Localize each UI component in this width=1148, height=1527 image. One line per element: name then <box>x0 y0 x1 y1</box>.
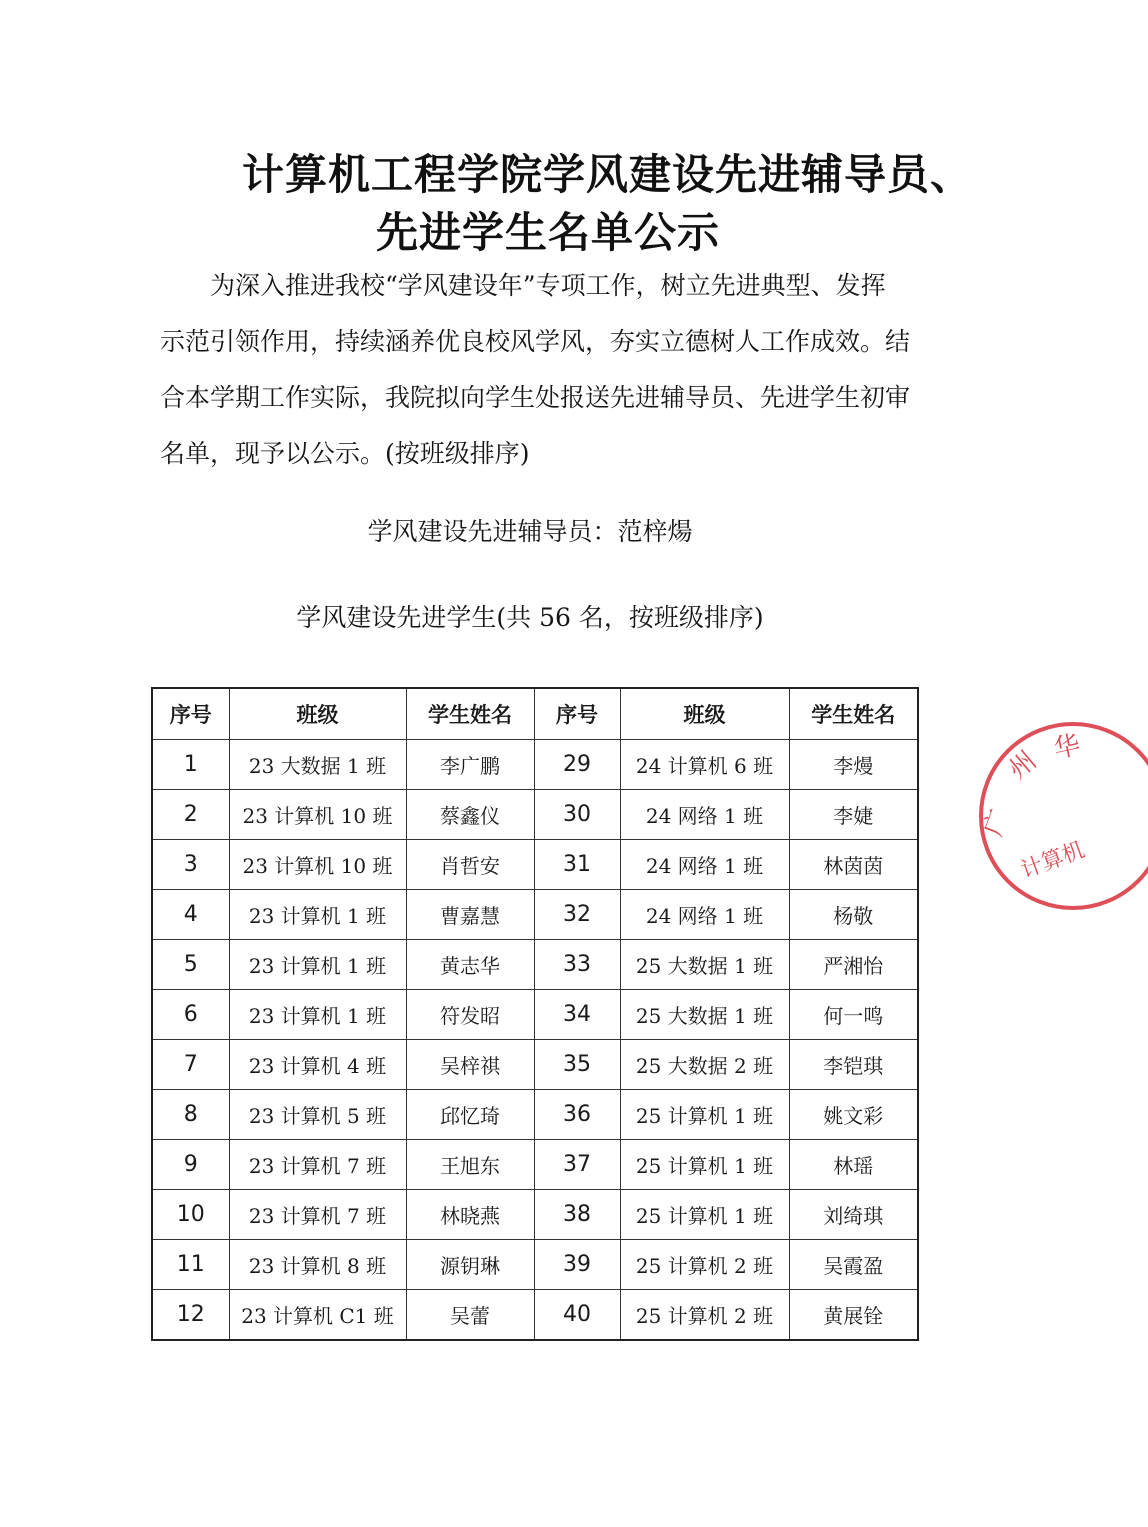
cell-student-name: 李婕 <box>789 790 918 840</box>
cell-class: 23 计算机 8 班 <box>229 1240 406 1290</box>
cell-index: 38 <box>534 1190 620 1240</box>
table-row <box>152 1290 918 1341</box>
table-row <box>152 1090 918 1140</box>
cell-index: 2 <box>152 790 229 840</box>
cell-student-name: 蔡鑫仪 <box>406 790 534 840</box>
cell-student-name: 何一鸣 <box>789 990 918 1040</box>
cell-index: 11 <box>152 1240 229 1290</box>
cell-index: 35 <box>534 1040 620 1090</box>
cell-student-name: 源钥琳 <box>406 1240 534 1290</box>
cell-class: 23 大数据 1 班 <box>229 740 406 790</box>
cell-class: 23 计算机 1 班 <box>229 990 406 1040</box>
cell-student-name: 李广鹏 <box>406 740 534 790</box>
table-body <box>152 740 918 1341</box>
cell-index: 37 <box>534 1140 620 1190</box>
cell-class: 23 计算机 5 班 <box>229 1090 406 1140</box>
cell-index: 6 <box>152 990 229 1040</box>
table-row <box>152 1240 918 1290</box>
students-heading: 学风建设先进学生(共 56 名，按班级排序) <box>296 603 764 632</box>
cell-class: 23 计算机 4 班 <box>229 1040 406 1090</box>
cell-student-name: 李熳 <box>789 740 918 790</box>
cell-class: 24 网络 1 班 <box>620 840 789 890</box>
cell-student-name: 姚文彩 <box>789 1090 918 1140</box>
cell-index: 33 <box>534 940 620 990</box>
intro-line: 示范引领作用，持续涵养优良校风学风，夯实立德树人工作成效。结 <box>160 327 911 356</box>
cell-student-name: 刘绮琪 <box>789 1190 918 1240</box>
document-title-line-1: 计算机工程学院学风建设先进辅导员、 <box>242 150 974 199</box>
cell-index: 4 <box>152 890 229 940</box>
cell-index: 31 <box>534 840 620 890</box>
svg-text:州: 州 <box>1003 745 1043 786</box>
cell-class: 23 计算机 7 班 <box>229 1190 406 1240</box>
intro-paragraph <box>160 258 920 482</box>
table-row <box>152 1190 918 1240</box>
header-index: 序号 <box>534 688 620 740</box>
cell-class: 23 计算机 7 班 <box>229 1140 406 1190</box>
cell-index: 34 <box>534 990 620 1040</box>
intro-line: 为深入推进我校“学风建设年”专项工作，树立先进典型、发挥 <box>210 271 886 300</box>
table-row <box>152 1140 918 1190</box>
cell-index: 7 <box>152 1040 229 1090</box>
cell-index: 5 <box>152 940 229 990</box>
header-student-name: 学生姓名 <box>789 688 918 740</box>
cell-index: 29 <box>534 740 620 790</box>
cell-class: 23 计算机 1 班 <box>229 940 406 990</box>
table-header-row <box>152 688 918 740</box>
cell-class: 24 网络 1 班 <box>620 790 789 840</box>
cell-student-name: 黄展铨 <box>789 1290 918 1341</box>
cell-student-name: 吴霞盈 <box>789 1240 918 1290</box>
cell-class: 25 计算机 1 班 <box>620 1090 789 1140</box>
cell-class: 23 计算机 10 班 <box>229 790 406 840</box>
table-row <box>152 890 918 940</box>
cell-index: 9 <box>152 1140 229 1190</box>
intro-line: 名单，现予以公示。(按班级排序) <box>160 439 530 468</box>
table-row <box>152 990 918 1040</box>
cell-student-name: 肖哲安 <box>406 840 534 890</box>
cell-index: 32 <box>534 890 620 940</box>
cell-student-name: 王旭东 <box>406 1140 534 1190</box>
cell-student-name: 林瑶 <box>789 1140 918 1190</box>
cell-index: 39 <box>534 1240 620 1290</box>
table-row <box>152 840 918 890</box>
intro-line: 合本学期工作实际，我院拟向学生处报送先进辅导员、先进学生初审 <box>160 383 911 412</box>
cell-class: 25 计算机 1 班 <box>620 1190 789 1240</box>
cell-class: 24 计算机 6 班 <box>620 740 789 790</box>
svg-text:广: 广 <box>978 805 1016 841</box>
header-index: 序号 <box>152 688 229 740</box>
cell-student-name: 黄志华 <box>406 940 534 990</box>
header-class: 班级 <box>620 688 789 740</box>
table-row <box>152 1040 918 1090</box>
cell-student-name: 曹嘉慧 <box>406 890 534 940</box>
cell-index: 10 <box>152 1190 229 1240</box>
cell-index: 3 <box>152 840 229 890</box>
cell-class: 25 计算机 1 班 <box>620 1140 789 1190</box>
cell-class: 25 大数据 2 班 <box>620 1040 789 1090</box>
cell-student-name: 林茵茵 <box>789 840 918 890</box>
cell-class: 25 大数据 1 班 <box>620 940 789 990</box>
cell-student-name: 杨敬 <box>789 890 918 940</box>
cell-class: 25 大数据 1 班 <box>620 990 789 1040</box>
counselor-line: 学风建设先进辅导员：范梓煬 <box>367 517 693 546</box>
cell-student-name: 符发昭 <box>406 990 534 1040</box>
cell-class: 25 计算机 2 班 <box>620 1240 789 1290</box>
cell-class: 23 计算机 C1 班 <box>229 1290 406 1341</box>
document-title-line-2: 先进学生名单公示 <box>376 208 721 257</box>
cell-index: 1 <box>152 740 229 790</box>
cell-index: 40 <box>534 1290 620 1341</box>
cell-student-name: 李铠琪 <box>789 1040 918 1090</box>
cell-index: 12 <box>152 1290 229 1341</box>
cell-class: 24 网络 1 班 <box>620 890 789 940</box>
cell-student-name: 吴蕾 <box>406 1290 534 1341</box>
cell-student-name: 吴梓祺 <box>406 1040 534 1090</box>
cell-index: 8 <box>152 1090 229 1140</box>
cell-student-name: 邱忆琦 <box>406 1090 534 1140</box>
student-roster-table <box>151 687 919 1341</box>
svg-text:计算机: 计算机 <box>1017 837 1089 884</box>
cell-class: 23 计算机 1 班 <box>229 890 406 940</box>
official-seal <box>978 718 1148 913</box>
table-row <box>152 740 918 790</box>
header-student-name: 学生姓名 <box>406 688 534 740</box>
cell-class: 25 计算机 2 班 <box>620 1290 789 1341</box>
svg-text:华: 华 <box>1051 730 1083 765</box>
table-row <box>152 940 918 990</box>
table-row <box>152 790 918 840</box>
cell-student-name: 严湘怡 <box>789 940 918 990</box>
cell-class: 23 计算机 10 班 <box>229 840 406 890</box>
cell-index: 36 <box>534 1090 620 1140</box>
cell-student-name: 林晓燕 <box>406 1190 534 1240</box>
cell-index: 30 <box>534 790 620 840</box>
header-class: 班级 <box>229 688 406 740</box>
